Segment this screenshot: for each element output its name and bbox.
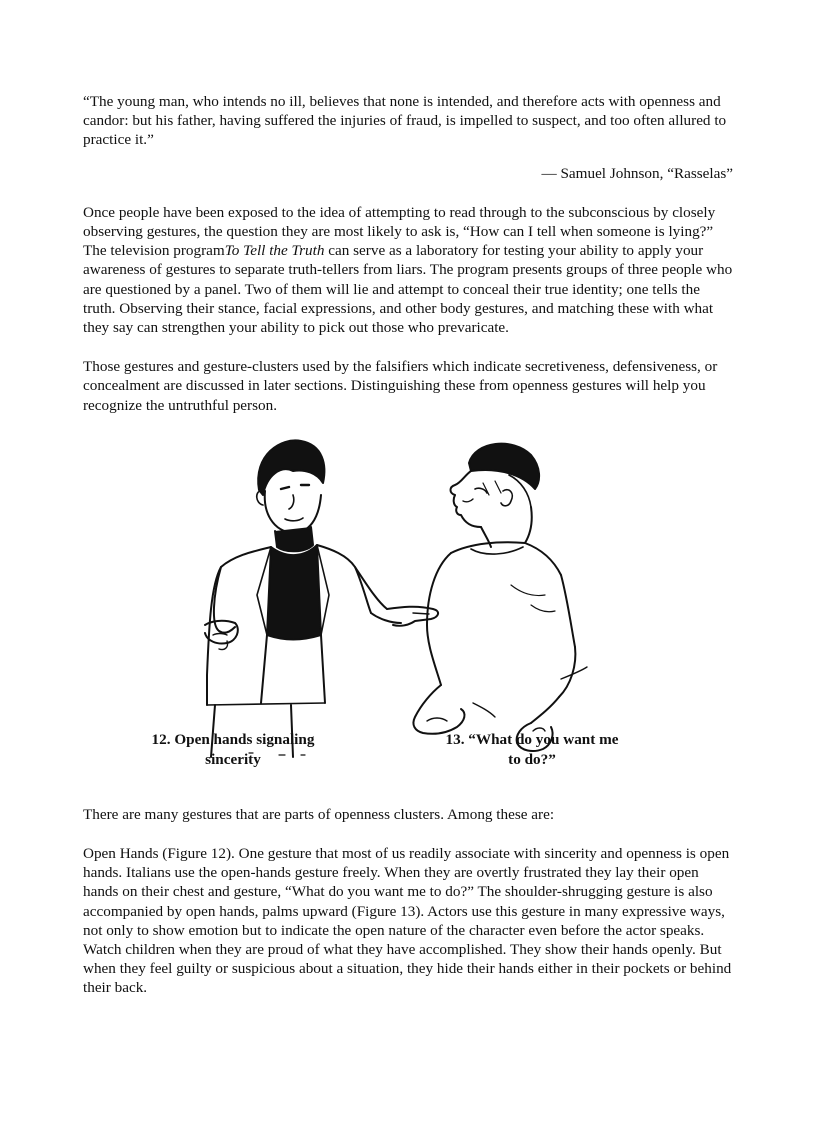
epigraph-attribution: — Samuel Johnson, “Rasselas” <box>541 164 733 182</box>
document-page <box>83 92 733 1018</box>
paragraph-openness-intro: There are many gestures that are parts of openness clusters. Among these are: <box>83 805 555 823</box>
figures-block <box>83 435 733 775</box>
figure-12-caption-line1: 12. Open hands signaling <box>151 730 315 748</box>
figure-13-caption <box>412 730 652 770</box>
paragraph-lying-end: can serve as a laboratory for testing your ability to apply your awareness of gestures to separate truth-tellers from liars. The program presents groups of three people who are questioned by a panel. Two of them will lie and attempt to conceal their true identity; one tells the truth. Observing their stance, facial expressions, and other body gestures, and matching these with what they say can strengthen your ability to pick out those who prevaricate. <box>83 242 733 337</box>
figure-13-caption-line1: 13. “What do you want me <box>445 730 619 748</box>
figure-13-caption-line2: to do?” <box>508 750 556 768</box>
program-title: To Tell the Truth <box>224 242 325 260</box>
figure-12-caption <box>113 730 353 770</box>
epigraph-quote: “The young man, who intends no ill, believes that none is intended, and therefore acts with openness and candor: but his father, having suffered the injuries of fraud, is impelled to suspect, and too often allured to practice it.” <box>83 93 727 149</box>
paragraph-lying <box>83 203 733 337</box>
figure-12-caption-line2: sincerity <box>205 750 261 768</box>
paragraph-lying-start: Once people have been exposed to the idea of attempting to read through to the subconscious by closely observing gestures, the question they are most likely to ask is, “How can I tell when someone is lying?” The television program <box>83 203 716 260</box>
paragraph-falsifiers: Those gestures and gesture-clusters used by the falsifiers which indicate secretiveness, defensiveness, or concealment are discussed in later sections. Distinguishing these from openness gestures will help you recognize the untruthful person. <box>83 358 718 414</box>
paragraph-open-hands: Open Hands (Figure 12). One gesture that most of us readily associate with sincerity and openness is open hands. Italians use the open-hands gesture freely. When they are overtly frustrated they lay their open hands on their chest and gesture, “What do you want me to do?” The shoulder-shrugging gesture is also accompanied by open hands, palms upward (Figure 13). Actors use this gesture in many expressive ways, not only to show emotion but to indicate the open nature of the character even before the actor speaks. Watch children when they are proud of what they have accomplished. They show their hands openly. But when they feel guilty or suspicious about a situation, they hide their hands either in their pockets or behind their back. <box>83 845 732 997</box>
figure-13-illustration <box>391 435 621 765</box>
